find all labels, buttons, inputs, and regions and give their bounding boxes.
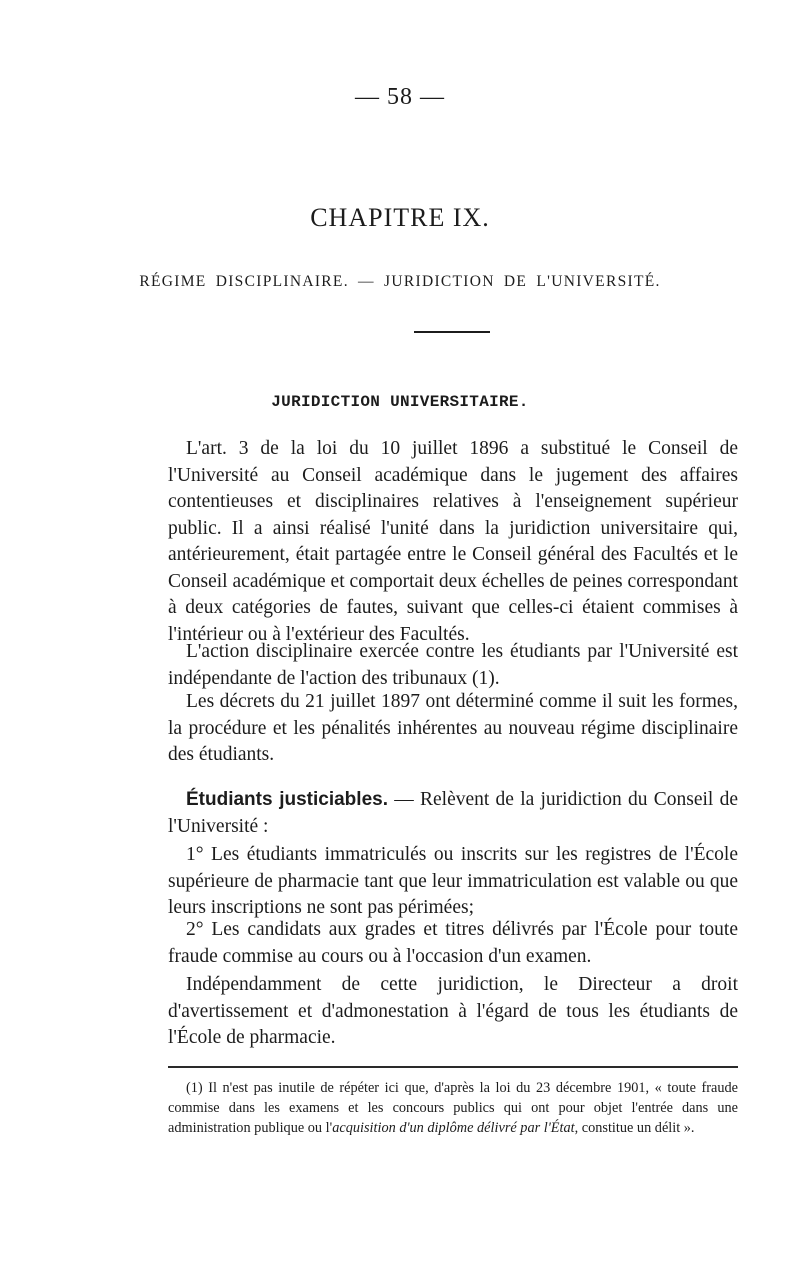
footnote-lead: (1) Il n'est pas inutile de répéter ici que, d'après la loi du 23 décembre 1901, « toute fraude commise dans les examens et les concours publics qui ont pour objet l'entrée dans une administration publique ou l' bbox=[168, 1080, 738, 1136]
paragraph-4-text: — Relèvent de la juridiction du Conseil de l'Université : bbox=[168, 789, 738, 837]
paragraph-4 bbox=[168, 787, 738, 840]
title-divider bbox=[414, 331, 490, 333]
paragraph-6: 2° Les candidats aux grades et titres délivrés par l'École pour toute fraude commise au cours ou à l'occasion d'un examen. bbox=[168, 919, 738, 967]
footnote-divider bbox=[168, 1066, 738, 1068]
paragraph-2: L'action disciplinaire exercée contre les étudiants par l'Université est indépendante de l'action des tribunaux (1). bbox=[168, 641, 738, 689]
paragraph-7: Indépendamment de cette juridiction, le Directeur a droit d'avertissement et d'admonestation à l'égard de tous les étudiants de l'École de pharmacie. bbox=[168, 974, 738, 1048]
paragraph-3: Les décrets du 21 juillet 1897 ont déterminé comme il suit les formes, la procédure et les pénalités inhérentes au nouveau régime disciplinaire des étudiants. bbox=[168, 691, 738, 765]
section-heading: JURIDICTION UNIVERSITAIRE. bbox=[271, 393, 529, 411]
paragraph-5: 1° Les étudiants immatriculés ou inscrits sur les registres de l'École supérieure de pharmacie tant que leur immatriculation est valable ou que leurs inscriptions ne sont pas périmées; bbox=[168, 844, 738, 918]
page-number: — 58 — bbox=[355, 84, 445, 110]
footnote-tail: , constitue un délit ». bbox=[574, 1120, 695, 1136]
footnote bbox=[168, 1078, 738, 1138]
run-in-heading: Étudiants justiciables. bbox=[186, 789, 388, 810]
footnote-italic: acquisition d'un diplôme délivré par l'État bbox=[332, 1120, 575, 1136]
chapter-subtitle: RÉGIME DISCIPLINAIRE. — JURIDICTION DE L'UNIVERSITÉ. bbox=[139, 273, 661, 290]
paragraph-1: L'art. 3 de la loi du 10 juillet 1896 a substitué le Conseil de l'Université au Conseil académique dans le jugement des affaires contentieuses et disciplinaires relatives à l'enseignement supérieur public. Il a ainsi réalisé l'unité dans la juridiction universitaire qui, antérieurement, était partagée entre le Conseil général des Facultés et le Conseil académique et comportait deux échelles de peines correspondant à deux catégories de fautes, suivant que celles-ci étaient commises à l'intérieur ou à l'extérieur des Facultés. bbox=[168, 438, 738, 645]
chapter-title: CHAPITRE IX. bbox=[310, 203, 490, 232]
